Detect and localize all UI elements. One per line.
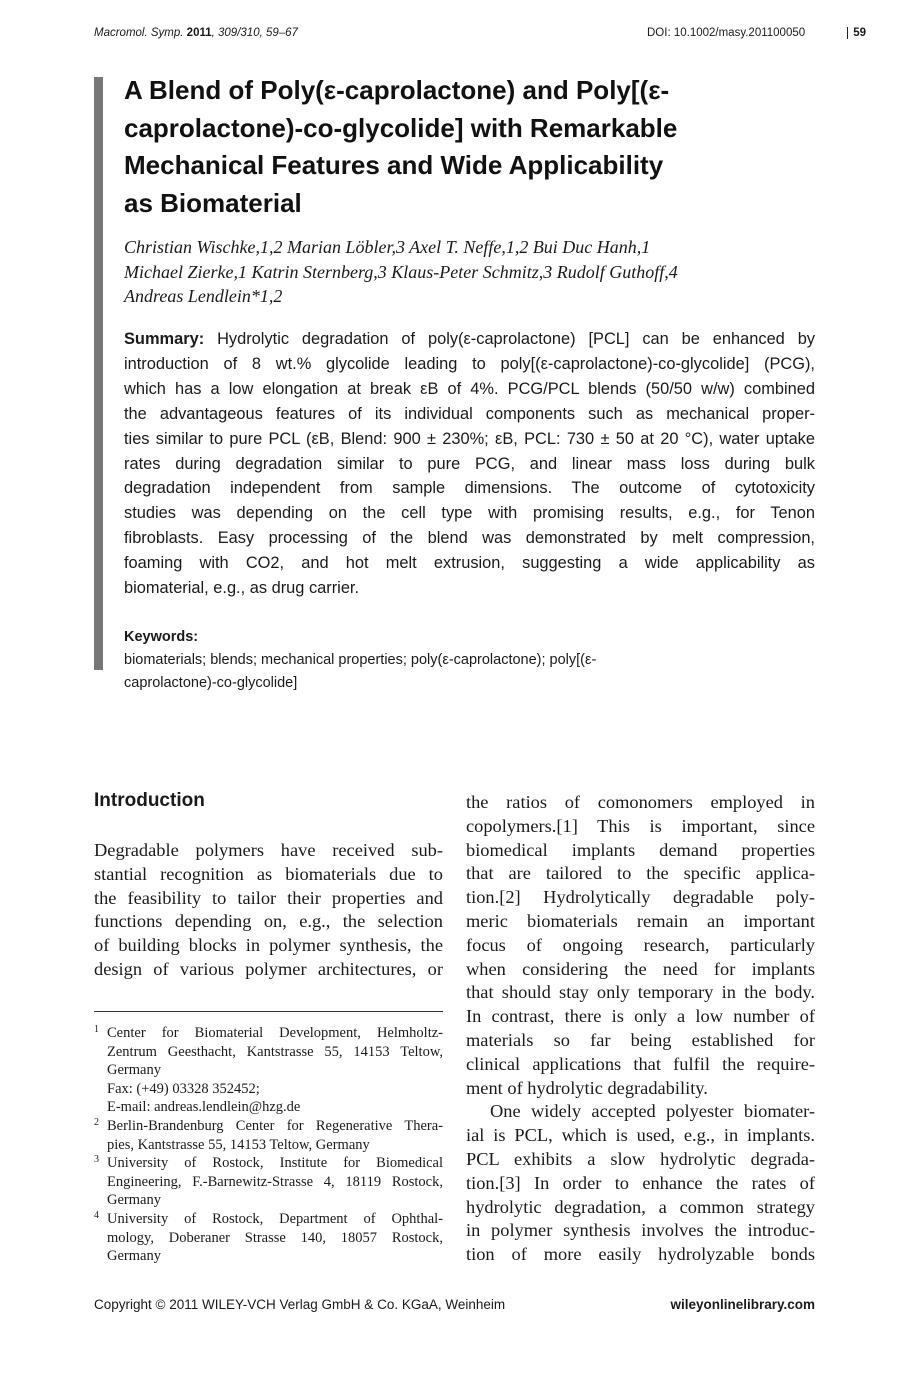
footnote-line: Berlin-Brandenburg Center for Regenerative Thera- — [107, 1117, 443, 1134]
author-list — [124, 235, 814, 309]
body-line: focus of ongoing research, particularly — [466, 934, 815, 955]
journal-citation: Macromol. Symp. 2011, 309/310, 59–67 — [94, 27, 298, 39]
body-line: copolymers.[1] This is important, since — [466, 815, 815, 836]
author-line: Andreas Lendlein*1,2 — [124, 286, 283, 306]
footnote-line: Fax: (+49) 03328 352452; — [107, 1080, 260, 1097]
page-number: 59 — [847, 27, 866, 39]
paper-title — [124, 72, 724, 222]
body-line: the ratios of comonomers employed in — [466, 792, 815, 812]
footnote-line: Germany — [107, 1192, 161, 1209]
abstract-line: fibroblasts. Easy processing of the blend was demonstrated by melt compression, — [124, 529, 815, 548]
footnote-number: 4 — [94, 1209, 99, 1221]
copyright-notice: Copyright © 2011 WILEY-VCH Verlag GmbH & Co. KGaA, Weinheim — [94, 1297, 506, 1312]
publisher-website-link[interactable]: wileyonlinelibrary.com — [670, 1297, 815, 1312]
abstract-line: introduction of 8 wt.% glycolide leading to poly[(ε-caprolactone)-co-glycolide] (PCG), — [124, 354, 815, 373]
body-line: when considering the need for implants — [466, 958, 815, 979]
doi: DOI: 10.1002/masy.201100050 — [647, 27, 806, 39]
keywords — [124, 626, 815, 695]
footnote-line: Engineering, F.-Barnewitz-Strasse 4, 18119 Rostock, — [107, 1173, 443, 1190]
author-line: Christian Wischke,1,2 Marian Löbler,3 Axel T. Neffe,1,2 Bui Duc Hanh,1 — [124, 237, 651, 257]
body-line: hydrolytic degradation, a common strategy — [466, 1196, 815, 1217]
abstract-label: Summary: — [124, 330, 205, 348]
body-line: ment of hydrolytic degradability. — [466, 1077, 708, 1098]
footnote-line: Center for Biomaterial Development, Helmholtz- — [107, 1025, 443, 1041]
footnote-line: Germany — [107, 1248, 161, 1265]
footnote-3 — [94, 1154, 443, 1210]
footnote-line: Germany — [107, 1062, 161, 1079]
body-line: of building blocks in polymer synthesis, the — [94, 935, 443, 956]
running-header — [94, 27, 866, 43]
body-line: materials so far being established for — [466, 1029, 815, 1050]
abstract-line: which has a low elongation at break εB of 4%. PCG/PCL blends (50/50 w/w) combined — [124, 379, 815, 398]
footnote-line: mology, Doberaner Strasse 140, 18057 Rostock, — [107, 1229, 443, 1246]
body-line: PCL exhibits a slow hydrolytic degrada- — [466, 1148, 815, 1169]
footnote-number: 2 — [94, 1116, 99, 1128]
keywords-line: caprolactone)-co-glycolide] — [124, 675, 298, 691]
body-line: tion.[3] In order to enhance the rates of — [466, 1172, 815, 1193]
title-line: caprolactone)-co-glycolide] with Remarkable — [124, 112, 678, 143]
body-line: ial is PCL, which is used, e.g., in implants. — [466, 1125, 815, 1146]
abstract-line: biomaterial, e.g., as drug carrier. — [124, 579, 360, 598]
abstract-side-bar — [94, 77, 103, 670]
body-line: In contrast, there is only a low number of — [466, 1006, 815, 1027]
body-line: clinical applications that fulfil the require- — [466, 1053, 815, 1074]
body-line: tion of more easily hydrolyzable bonds — [466, 1244, 815, 1265]
title-line: Mechanical Features and Wide Applicability — [124, 150, 664, 180]
footnote-4 — [94, 1210, 443, 1266]
affiliation-footnotes — [94, 1024, 443, 1266]
abstract-line: rates during degradation similar to pure PCG, and linear mass loss during bulk — [124, 454, 815, 473]
footnote-2 — [94, 1117, 443, 1154]
footnote-number: 3 — [94, 1154, 99, 1166]
keywords-line: Keywords: biomaterials; blends; mechanical properties; poly(ε-caprolactone); poly[(ε- — [124, 626, 815, 672]
footnote-line: University of Rostock, Department of Ophthal- — [107, 1210, 443, 1227]
author-line: Michael Zierke,1 Katrin Sternberg,3 Klaus-Peter Schmitz,3 Rudolf Guthoff,4 — [124, 261, 678, 282]
body-line: design of various polymer architectures, or — [94, 958, 443, 979]
abstract-line: the advantageous features of its individual components such as mechanical proper- — [124, 404, 815, 423]
abstract-line: degradation independent from sample dimensions. The outcome of cytotoxicity — [124, 479, 815, 498]
intro-right-column — [466, 791, 815, 1267]
footnote-line: University of Rostock, Institute for Biomedical — [107, 1155, 443, 1172]
footnote-line: pies, Kantstrasse 55, 14153 Teltow, Germany — [107, 1136, 370, 1153]
intro-left-column — [94, 839, 443, 982]
footnote-divider — [94, 1011, 443, 1012]
body-line: Degradable polymers have received sub- — [94, 840, 443, 860]
page-footer — [94, 1297, 815, 1315]
body-line: that should stay only temporary in the body. — [466, 982, 815, 1003]
body-line: meric biomaterials remain an important — [466, 910, 815, 931]
title-line: A Blend of Poly(ε-caprolactone) and Poly[(ε- — [124, 75, 670, 105]
abstract — [124, 327, 815, 601]
abstract-line: studies was depending on the cell type with promising results, e.g., for Tenon — [124, 504, 815, 523]
footnote-1 — [94, 1024, 443, 1117]
title-line: as Biomaterial — [124, 187, 302, 218]
body-line: One widely accepted polyester biomater- — [490, 1101, 815, 1122]
body-line: biomedical implants demand properties — [466, 839, 815, 860]
body-line: stantial recognition as biomaterials due to — [94, 863, 443, 884]
footnote-line: Zentrum Geesthacht, Kantstrasse 55, 14153 Teltow, — [107, 1043, 443, 1060]
body-line: functions depending on, e.g., the selection — [94, 911, 443, 932]
footnote-line: E-mail: andreas.lendlein@hzg.de — [107, 1099, 301, 1116]
body-line: in polymer synthesis involves the introduc- — [466, 1220, 815, 1241]
keywords-label: Keywords: — [124, 629, 199, 645]
section-heading-introduction: Introduction — [94, 790, 205, 811]
body-line: that are tailored to the specific applica- — [466, 863, 815, 884]
body-line: tion.[2] Hydrolytically degradable poly- — [466, 887, 815, 908]
footnote-number: 1 — [94, 1024, 99, 1035]
abstract-line: Summary: Hydrolytic degradation of poly(ε-caprolactone) [PCL] can be enhanced by — [124, 330, 815, 348]
abstract-line: ties similar to pure PCL (εB, Blend: 900 ± 230%; εB, PCL: 730 ± 50 at 20 °C), water uptake — [124, 429, 815, 448]
body-line: the feasibility to tailor their properties and — [94, 887, 443, 908]
abstract-line: foaming with CO2, and hot melt extrusion, suggesting a wide applicability as — [124, 554, 815, 573]
